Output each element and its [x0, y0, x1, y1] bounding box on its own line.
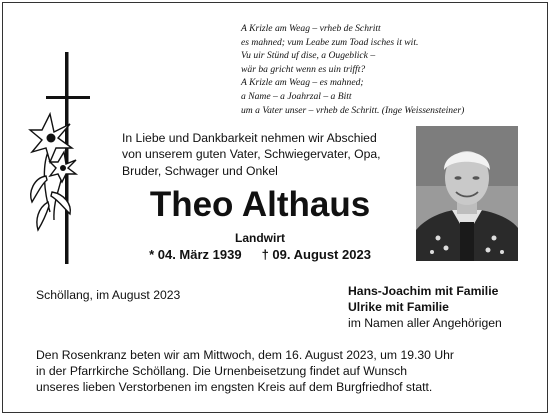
poem-line: Vu uir Stünd uf dise, a Ougeblick –	[241, 50, 376, 62]
intro-line: von unserem guten Vater, Schwiegervater, Opa,	[122, 147, 381, 162]
life-dates	[110, 247, 410, 262]
mourner-line: Ulrike mit Familie	[348, 300, 449, 314]
intro-line: In Liebe und Dankbarkeit nehmen wir Abschied	[122, 131, 377, 145]
ceremony-info	[36, 347, 536, 395]
ceremony-line: unseres lieben Verstorbenen im engsten Kreis auf dem Burgfriedhof statt.	[36, 380, 433, 394]
cross-edelweiss-icon	[20, 52, 110, 264]
portrait-photo	[416, 126, 518, 261]
deceased-occupation: Landwirt	[235, 231, 285, 245]
portrait-photo-icon	[416, 126, 518, 261]
poem-line: wär ba gricht wenn es uin trifft?	[241, 63, 366, 75]
poem-line: A Krizle am Weag – vrheb de Schritt	[241, 23, 381, 34]
deceased-name: Theo Althaus	[149, 185, 371, 224]
ceremony-line: Den Rosenkranz beten wir am Mittwoch, dem 16. August 2023, um 19.30 Uhr	[36, 348, 454, 362]
intro-text	[122, 130, 412, 179]
mourners-closing: im Namen aller Angehörigen	[348, 316, 502, 330]
poem-line: es mahned; vum Leabe zum Toad isches it wit.	[241, 36, 419, 48]
poem-line: A Krizle am Weag – es mahned;	[241, 77, 364, 89]
mourner-line: Hans-Joachim mit Familie	[348, 284, 499, 298]
place-and-date: Schöllang, im August 2023	[36, 288, 181, 302]
poem-line: um a Vater unser – vrheb de Schritt. (Inge Weissensteiner)	[241, 104, 465, 116]
birth-date: * 04. März 1939	[149, 247, 242, 262]
death-date: † 09. August 2023	[261, 247, 371, 262]
mourners	[348, 283, 538, 331]
poem	[241, 22, 541, 117]
intro-line: Bruder, Schwager und Onkel	[122, 163, 278, 178]
poem-line: a Name – a Joahrzal – a Bitt	[241, 90, 352, 102]
ceremony-line: in der Pfarrkirche Schöllang. Die Urnenbeisetzung findet auf Wunsch	[36, 364, 408, 378]
